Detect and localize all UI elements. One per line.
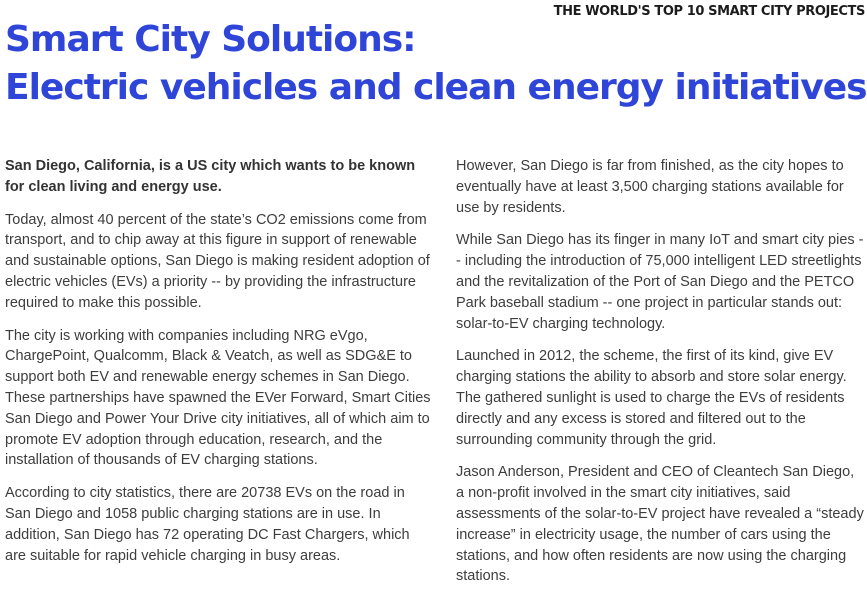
lead-paragraph: San Diego, California, is a US city which wants to be known for clean living and energy use.	[5, 158, 416, 195]
body-paragraph: However, San Diego is far from finished, as the city hopes to eventually have at least 3,500 charging stations available for use by residents.	[456, 158, 844, 216]
page-title-line-1: Smart City Solutions:	[5, 19, 416, 60]
left-column	[5, 156, 433, 578]
page-title-line-2: Electric vehicles and clean energy initiatives	[5, 67, 867, 108]
page-title	[5, 16, 867, 112]
body-paragraph: The city is working with companies including NRG eVgo, ChargePoint, Qualcomm, Black & Veatch, as well as SDG&E to support both EV and renewable energy schemes in San Diego. These partnerships have spawned the EVer Forward, Smart Cities San Diego and Power Your Drive city initiatives, all of which aim to promote EV adoption through education, research, and the installation of thousands of EV charging stations.	[5, 327, 431, 469]
section-kicker: THE WORLD'S TOP 10 SMART CITY PROJECTS	[553, 4, 865, 19]
body-paragraph: Jason Anderson, President and CEO of Cleantech San Diego, a non-profit involved in the smart city initiatives, said assessments of the solar-to-EV project have revealed a “steady increase” in electricity usage, the number of cars using the stations, and how often residents are now using the charging stations.	[456, 464, 864, 585]
body-paragraph: Launched in 2012, the scheme, the first of its kind, give EV charging stations the ability to absorb and store solar energy. The gathered sunlight is used to charge the EVs of residents directly and any excess is stored and filtered out to the surrounding community through the grid.	[456, 348, 847, 448]
right-column	[456, 156, 866, 599]
body-paragraph: Today, almost 40 percent of the state’s CO2 emissions come from transport, and to chip away at this figure in support of renewable and sustainable options, San Diego is making resident adoption of electric vehicles (EVs) a priority -- by providing the infrastructure required to make this possible.	[5, 211, 430, 311]
body-paragraph: While San Diego has its finger in many IoT and smart city pies -- including the introduction of 75,000 intelligent LED streetlights and the revitalization of the Port of San Diego and the PETCO Park baseball stadium -- one project in particular stands out: solar-to-EV charging technology.	[456, 232, 864, 332]
body-paragraph: According to city statistics, there are 20738 EVs on the road in San Diego and 1058 public charging stations are in use. In addition, San Diego has 72 operating DC Fast Chargers, which are suitable for rapid vehicle charging in busy areas.	[5, 485, 410, 564]
